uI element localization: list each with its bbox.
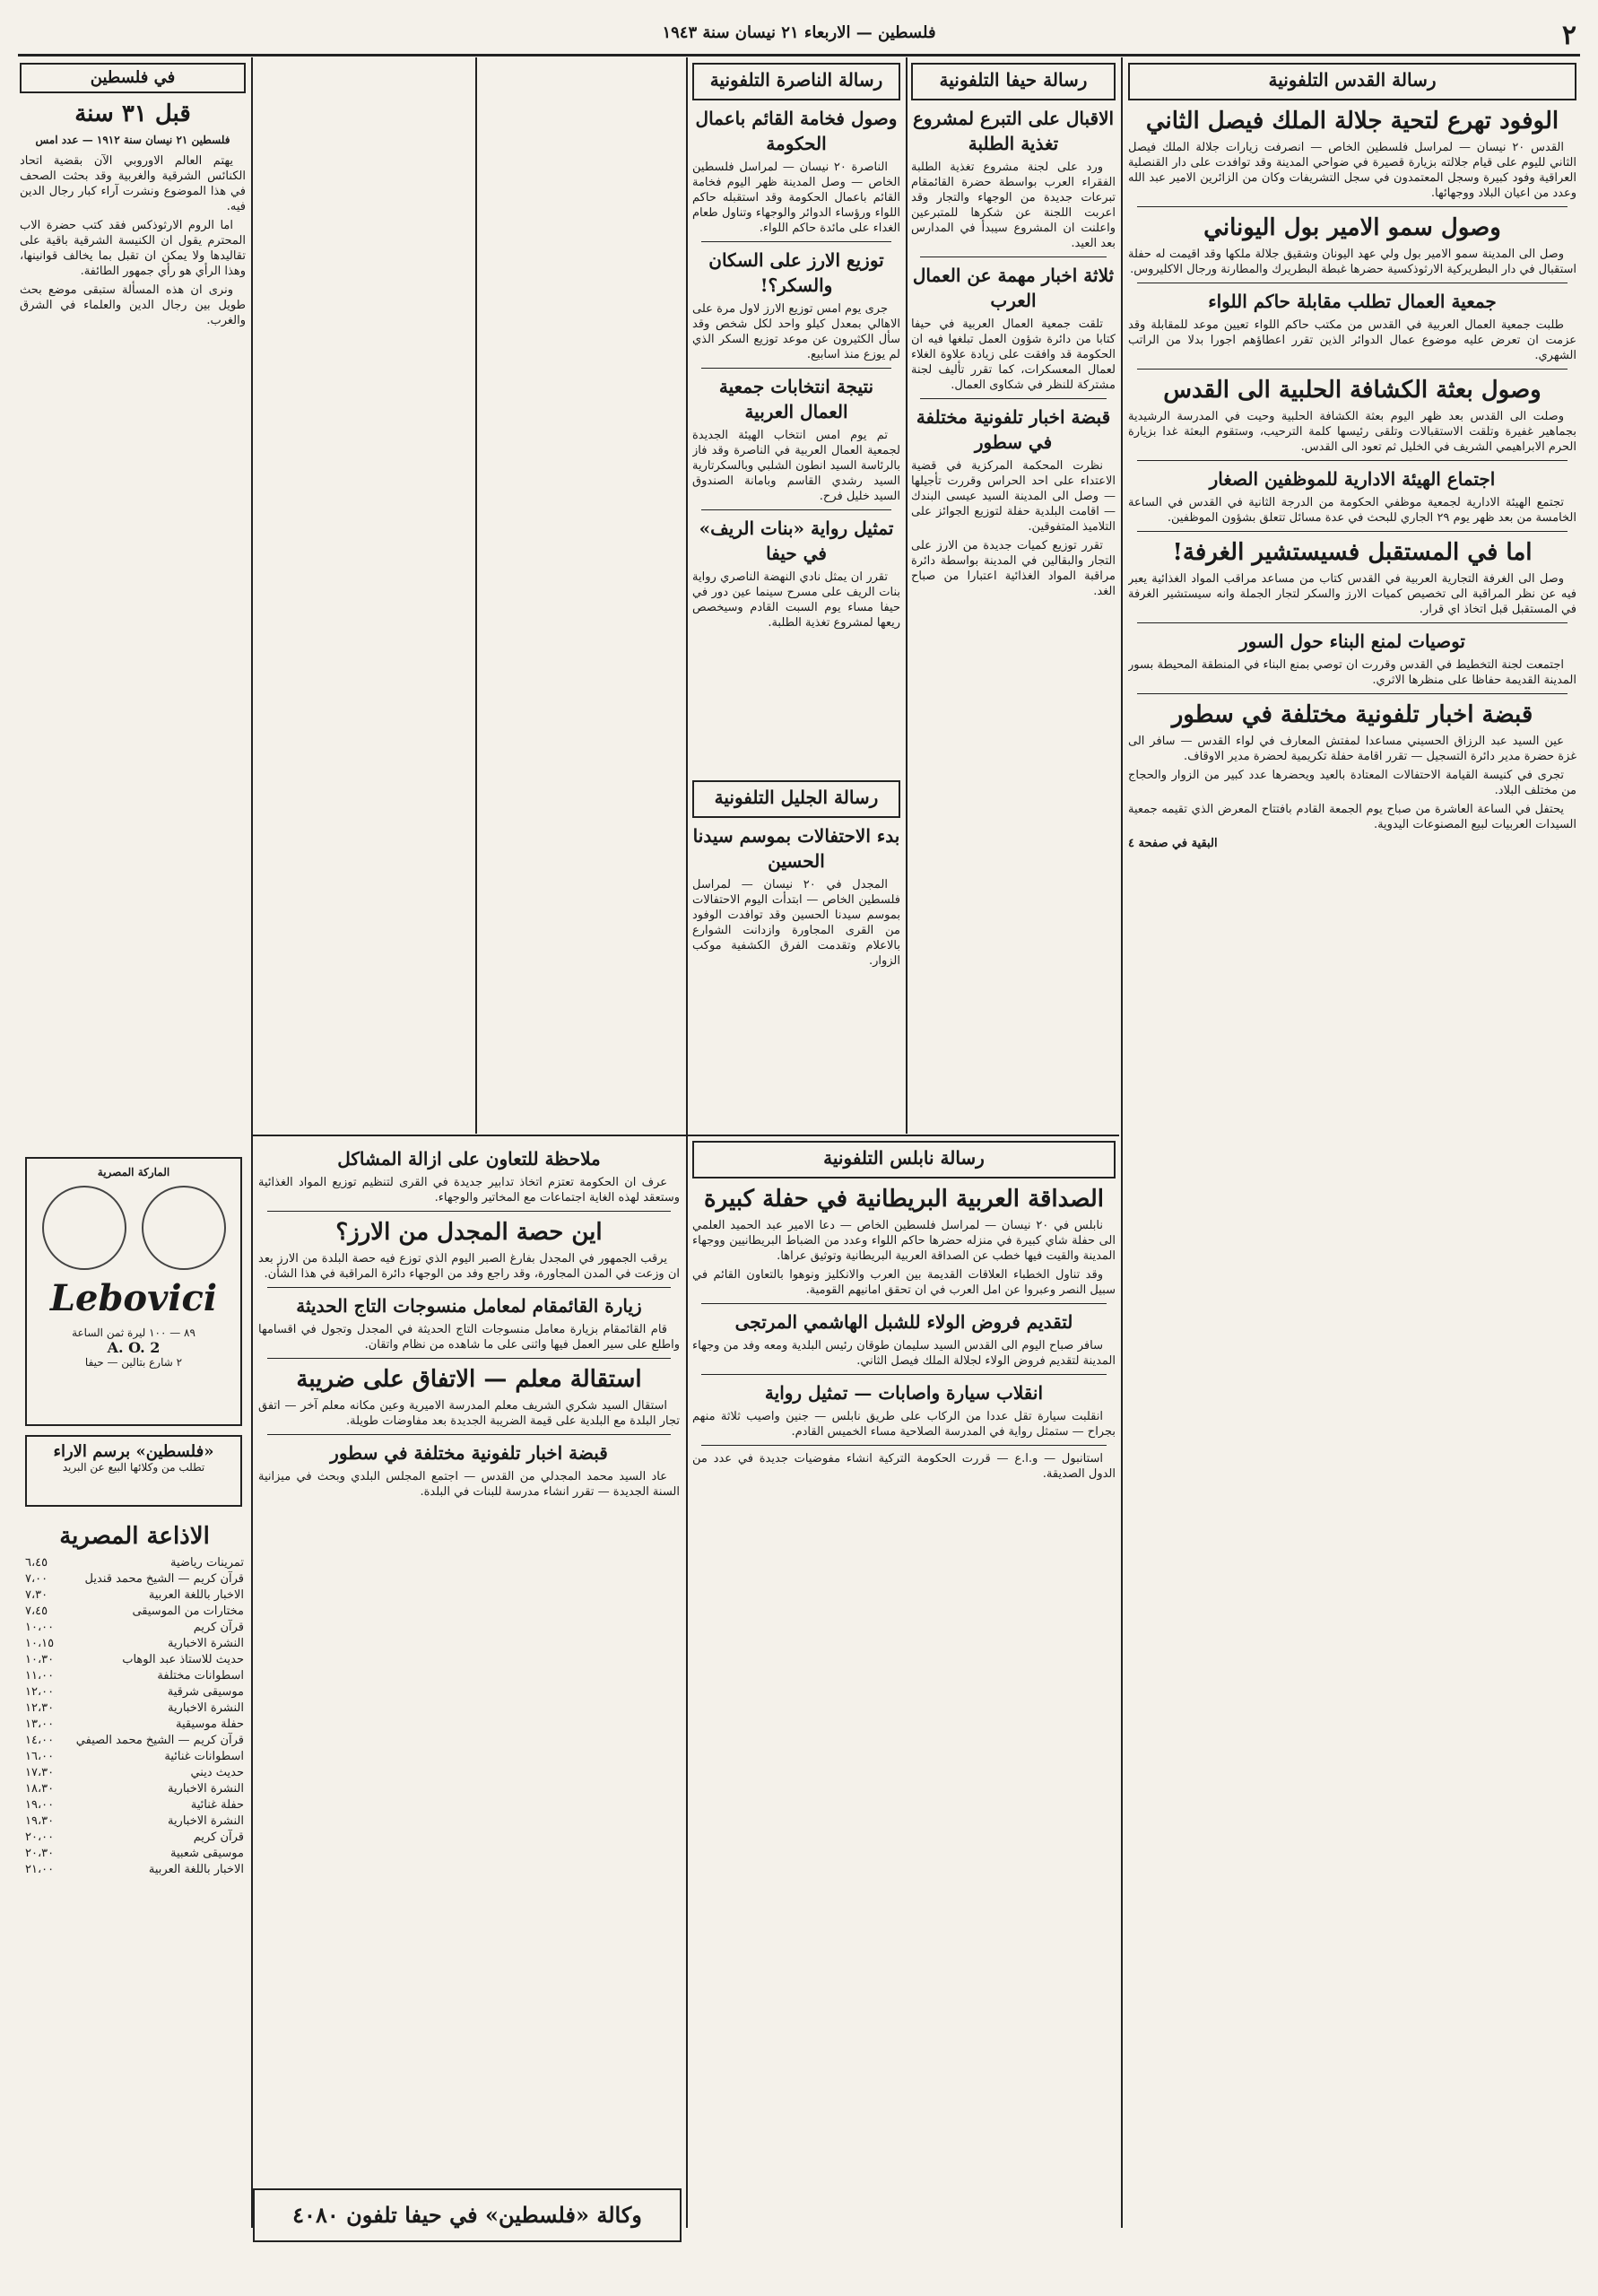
radio-program: موسيقى شعبية	[169, 1847, 244, 1860]
nablus-column: رسالة نابلس التلفونية الصداقة العربية البريطانية في حفلة كبيرة نابلس في ٢٠ نيسان — لمراسل فلسطين الخاص — دعا الامير عبد الحميد العلمي الى حفلة شاي كبيرة في منزله حضرها حاكم اللواء وعدد من الضباط البريطانيين ووجهاء المدينة والقيت فيها خطب عن الصداقة العربية البريطانية وتوثيق عراها. وقد تناول الخطباء العلاقات القديمة بين العرب والانكليز ونوهوا بالتعاون القائم في سبيل النصر وعبروا عن امل العرب في ان تحقق امانيهم القومية. لتقديم فروض الولاء للشبل الهاشمي المرتجى سافر صباح اليوم الى القدس السيد سليمان طوقان رئيس البلدية ومعه وفد من وجهاء المدينة لتقديم فروض الولاء لجلالة الملك فيصل الثاني. انقلاب سيارة واصابات — تمثيل رواية انقلبت سيارة تقل عددا من الركاب على طريق نابلس — جنين واصيب ثلاثة منهم بجراح — ستمثل رواية في المدرسة الصلاحية مساء الخميس القادم. استانبول — و.ا.ع — قررت الحكومة التركية انشاء مفوضيات جديدة في عدد من الدول الصديقة.	[692, 1141, 1116, 2181]
radio-program: النشرة الاخبارية	[167, 1701, 244, 1715]
medal-icon	[142, 1186, 226, 1270]
radio-row	[25, 1684, 244, 1700]
radio-time: ١١،٠٠	[25, 1669, 55, 1683]
subscription-notice: «فلسطين» برسم الاراء تطلب من وكلائها البيع عن البريد	[25, 1435, 242, 1507]
radio-time: ٧،٠٠	[25, 1572, 48, 1586]
radio-time: ٧،٣٠	[25, 1588, 48, 1602]
radio-time: ١٠،٠٠	[25, 1621, 55, 1634]
radio-row	[25, 1765, 244, 1781]
headline-elections: نتيجة انتخابات جمعية العمال العربية	[718, 376, 874, 422]
radio-time: ٦،٤٥	[25, 1556, 48, 1570]
headline-husayn-season: بدء الاحتفالات بموسم سيدنا الحسين	[692, 825, 900, 872]
radio-time: ٢٠،٣٠	[25, 1847, 55, 1860]
radio-program: اسطوانات غنائية	[164, 1750, 244, 1763]
history-source: فلسطين ٢١ نيسان سنة ١٩١٢ — عدد امس	[35, 134, 230, 146]
radio-time: ١٧،٣٠	[25, 1766, 55, 1779]
radio-time: ١٤،٠٠	[25, 1734, 55, 1747]
radio-time: ١٠،٣٠	[25, 1653, 55, 1666]
headline-chamber: اما في المستقبل فسيستشير الغرفة!	[1172, 539, 1533, 566]
headline-play: تمثيل رواية «بنات الريف» في حيفا	[699, 517, 894, 564]
radio-row	[25, 1717, 244, 1733]
radio-program: الاخبار باللغة العربية	[148, 1588, 244, 1602]
headline-briefs-jerusalem: قبضة اخبار تلفونية مختلفة في سطور	[1171, 701, 1533, 728]
page-number: ٢	[1561, 20, 1576, 51]
dateline: فلسطين — الاربعاء ٢١ نيسان سنة ١٩٤٣	[662, 23, 936, 42]
radio-program: مختارات من الموسيقى	[132, 1605, 244, 1618]
headline-car-accident: انقلاب سيارة واصابات — تمثيل رواية	[764, 1382, 1044, 1404]
radio-row	[25, 1571, 244, 1587]
radio-program: قرآن كريم — الشيخ محمد الصيفي	[75, 1734, 244, 1747]
galilee-column: رسالة الجليل التلفونية بدء الاحتفالات بموسم سيدنا الحسين المجدل في ٢٠ نيسان — لمراسل فلسطين الخاص — ابتدأت اليوم الاحتفالات بموسم سيدنا الحسين وقد توافدت الوفود من القرى المجاورة وازدانت الشوارع بالاعلام وتقدمت الفرق الكشفية موكب الزوار.	[692, 780, 900, 1130]
radio-row	[25, 1636, 244, 1652]
radio-program: النشرة الاخبارية	[167, 1814, 244, 1828]
headline-workers-request: جمعية العمال تطلب مقابلة حاكم اللواء	[1208, 291, 1497, 312]
radio-program: حديث ديني	[190, 1766, 244, 1779]
headline-allegiance: لتقديم فروض الولاء للشبل الهاشمي المرتجى	[734, 1311, 1073, 1333]
headline-arab-workers: ثلاثة اخبار مهمة عن العمال العرب	[912, 265, 1115, 311]
radio-row	[25, 1846, 244, 1862]
nazareth-column: رسالة الناصرة التلفونية وصول فخامة القائم باعمال الحكومة الناصرة ٢٠ نيسان — لمراسل فلسطين الخاص — وصل المدينة ظهر اليوم فخامة القائم باعمال الحكومة وقد استقبله حاكم اللواء ورؤساء الدوائر والوجهاء وتناول طعام الغداء على مائدة حاكم اللواء. توزيع الارز على السكان والسكر؟! جرى يوم امس توزيع الارز لاول مرة على الاهالي بمعدل كيلو واحد لكل شخص وقد سأل الكثيرون عن موعد توزيع السكر الذي لم يوزع منذ اسابيع. نتيجة انتخابات جمعية العمال العربية تم يوم امس انتخاب الهيئة الجديدة لجمعية العمال العربية في الناصرة وقد فاز بالرئاسة السيد انطون الشلبي وبالسكرتارية السيد رشدي القاسم وبامانة الصندوق السيد خليل فرح. تمثيل رواية «بنات الريف» في حيفا تقرر ان يمثل نادي النهضة الناصري رواية بنات الريف على مسرح سينما عين دور في حيفا مساء يوم السبت القادم وسيخصص ريعها لمشروع تغذية الطلبة.	[692, 63, 900, 771]
radio-row	[25, 1652, 244, 1668]
headline-friendship: الصداقة العربية البريطانية في حفلة كبيرة	[704, 1186, 1104, 1213]
radio-program: حفلة موسيقية	[176, 1718, 244, 1731]
radio-program: حفلة غنائية	[190, 1798, 244, 1812]
radio-row	[25, 1733, 244, 1749]
radio-row	[25, 1813, 244, 1830]
radio-time: ٧،٤٥	[25, 1605, 48, 1618]
headline-briefs-majdal: قبضة اخبار تلفونية مختلفة في سطور	[330, 1442, 608, 1464]
radio-time: ١٩،٣٠	[25, 1814, 55, 1828]
radio-row	[25, 1797, 244, 1813]
headline-briefs-haifa: قبضة اخبار تلفونية مختلفة في سطور	[916, 406, 1111, 453]
radio-row	[25, 1781, 244, 1797]
radio-row	[25, 1620, 244, 1636]
jerusalem-banner: رسالة القدس التلفونية	[1128, 63, 1576, 100]
brand-logo: Lebovici	[49, 1277, 218, 1319]
headline-scouts: وصول بعثة الكشافة الحلبية الى القدس	[1163, 377, 1542, 404]
radio-time: ١٨،٣٠	[25, 1782, 55, 1796]
radio-program: اسطوانات مختلفة	[157, 1669, 244, 1683]
history-tag: في فلسطين	[20, 63, 246, 93]
headline-resignation: استقالة معلم — الاتفاق على ضريبة	[296, 1366, 642, 1393]
headline-majdal-rice: اين حصة المجدل من الارز؟	[335, 1219, 603, 1246]
radio-program: قرآن كريم	[193, 1621, 244, 1634]
headline-textile-visit: زيارة القائمقام لمعامل منسوجات التاج الحديثة	[296, 1295, 642, 1317]
haifa-banner: رسالة حيفا التلفونية	[911, 63, 1116, 100]
majdal-column: ملاحظة للتعاون على ازالة المشاكل عرف ان الحكومة تعتزم اتخاذ تدابير جديدة في القرى لتنظيم توزيع المواد الغذائية وستعقد لهذه الغاية اجتماعات مع المخاتير والوجهاء. اين حصة المجدل من الارز؟ يرقب الجمهور في المجدل بفارغ الصبر اليوم الذي توزع فيه حصة البلدة من الارز بعد ان وزعت في المدن المجاورة، وقد راجع وفد من الوجهاء دائرة المراقبة في هذا الشأن. زيارة القائمقام لمعامل منسوجات التاج الحديثة قام القائمقام بزيارة معامل منسوجات التاج الحديثة في المجدل وتجول في اقسامها واطلع على سير العمل فيها واثنى على ما شاهده من نظام واتقان. استقالة معلم — الاتفاق على ضريبة استقال السيد شكري الشريف معلم المدرسة الاميرية وعين مكانه معلم آخر — اتفق تجار البلدة مع البلدية على قيمة الضريبة الجديدة بعد مفاوضات طويلة. قبضة اخبار تلفونية مختلفة في سطور عاد السيد محمد المجدلي من القدس — اجتمع المجلس البلدي وبحث في ميزانية السنة الجديدة — تقرر انشاء مدرسة للبنات في البلدة.	[258, 1148, 680, 1499]
nablus-banner: رسالة نابلس التلفونية	[692, 1141, 1116, 1178]
radio-time: ٢١،٠٠	[25, 1863, 55, 1876]
continued-note: البقية في صفحة ٤	[1128, 837, 1218, 850]
radio-program: موسيقى شرقية	[167, 1685, 244, 1699]
history-column: في فلسطين قبل ٣١ سنة فلسطين ٢١ نيسان سنة ١٩١٢ — عدد امس يهتم العالم الاوروبي الآن بقضية اتحاد الكنائس الشرقية والغربية وقد بحثت الصحف في هذا الموضوع ونشرت آراء كبار رجال الدين فيه. اما الروم الارثوذكس فقد كتب حضرة الاب المحترم يقول ان الكنيسة الشرقية باقية على تقاليدها ولا يمكن ان تقبل بما يخالف قوانينها، وهذا الرأي هو رأي جمهور الطائفة. ونرى ان هذه المسألة ستبقى موضع بحث طويل بين رجال الدين والعلماء في الشرق والغرب.	[20, 63, 246, 1139]
radio-row	[25, 1830, 244, 1846]
radio-time: ٢٠،٠٠	[25, 1831, 55, 1844]
haifa-column: رسالة حيفا التلفونية الاقبال على التبرع لمشروع تغذية الطلبة ورد على لجنة مشروع تغذية الطلبة الفقراء العرب بواسطة حضرة القائمقام تبرعات جديدة من الوجهاء والتجار وقد اعربت اللجنة عن شكرها للمتبرعين واعلنت ان المشروع سيبدأ في المدارس بعد العيد. ثلاثة اخبار مهمة عن العمال العرب تلقت جمعية العمال العربية في حيفا كتابا من دائرة شؤون العمل تبلغها فيه ان الحكومة قد وافقت على زيادة علاوة الغلاء لعمال المعسكرات، كما تقرر تأليف لجنة مشتركة للنظر في شكاوى العمال. قبضة اخبار تلفونية مختلفة في سطور نظرت المحكمة المركزية في قضية الاعتداء على احد الحراس وقررت تأجيلها — وصل الى المدينة السيد عيسى البندك — اقامت البلدية حفلة لتوزيع الجوائز على التلاميذ المتفوقين. تقرر توزيع كميات جديدة من الارز على التجار والبقالين في المدينة بواسطة دائرة مراقبة المواد الغذائية اعتبارا من صباح الغد.	[911, 63, 1116, 1130]
radio-rows	[25, 1555, 244, 1878]
radio-row	[25, 1555, 244, 1571]
radio-program: تمرينات رياضية	[170, 1556, 244, 1570]
headline-king-visit: الوفود تهرع لتحية جلالة الملك فيصل الثاني	[1145, 108, 1559, 135]
watch-advertisement: الماركة المصرية Lebovici ٨٩ — ١٠٠ ليرة ثمن الساعة A. O. 2 ٢ شارع بتالين — حيفا	[25, 1157, 242, 1426]
headline-employees: اجتماع الهيئة الادارية للموظفين الصغار	[1209, 468, 1496, 490]
radio-title: الاذاعة المصرية	[59, 1523, 210, 1550]
radio-row	[25, 1862, 244, 1878]
radio-program: قرآن كريم — الشيخ محمد قنديل	[84, 1572, 244, 1586]
radio-program: حديث للاستاذ عبد الوهاب	[122, 1653, 244, 1666]
radio-row	[25, 1587, 244, 1604]
radio-program: قرآن كريم	[193, 1831, 244, 1844]
radio-program: النشرة الاخبارية	[167, 1637, 244, 1650]
radio-time: ١٣،٠٠	[25, 1718, 55, 1731]
radio-time: ١٦،٠٠	[25, 1750, 55, 1763]
radio-time: ١٢،٠٠	[25, 1685, 55, 1699]
galilee-banner: رسالة الجليل التلفونية	[692, 780, 900, 818]
medal-icon	[42, 1186, 126, 1270]
bottom-banner: وكالة «فلسطين» في حيفا تلفون ٤٠٨٠	[253, 2188, 682, 2242]
radio-time: ١٢،٣٠	[25, 1701, 55, 1715]
radio-program: الاخبار باللغة العربية	[148, 1863, 244, 1876]
radio-row	[25, 1749, 244, 1765]
radio-time: ١٩،٠٠	[25, 1798, 55, 1812]
radio-program: النشرة الاخبارية	[167, 1782, 244, 1796]
headline-prince-paul: وصول سمو الامير بول اليوناني	[1203, 214, 1501, 241]
radio-row	[25, 1668, 244, 1684]
headline-high-commissioner: وصول فخامة القائم باعمال الحكومة	[695, 108, 898, 154]
headline-wall: توصيات لمنع البناء حول السور	[1239, 631, 1465, 652]
radio-row	[25, 1604, 244, 1620]
radio-time: ١٠،١٥	[25, 1637, 55, 1650]
radio-schedule	[25, 1516, 244, 2179]
history-title: قبل ٣١ سنة	[74, 100, 191, 127]
jerusalem-column: رسالة القدس التلفونية الوفود تهرع لتحية جلالة الملك فيصل الثاني القدس ٢٠ نيسان — لمراسل فلسطين الخاص — انصرفت زيارات جلالة الملك فيصل الثاني لليوم على قيام جلالته بزيارة قصيرة في ضواحي المدينة وقد توافدت على دار القنصلية العراقية وفود كبيرة وسجل المعتمدون في سجل التشريفات وكان من الزائرين الامير عبد الله وعدد من اعيان البلاد ووجهائها. وصول سمو الامير بول اليوناني وصل الى المدينة سمو الامير بول ولي عهد اليونان وشقيق جلالة ملكها وقد اقيمت له حفلة استقبال في دار البطريركية الارثوذكسية حضرها غبطة البطريرك والمطارنة ورجال الاكليروس. جمعية العمال تطلب مقابلة حاكم اللواء طلبت جمعية العمال العربية في القدس من مكتب حاكم اللواء تعيين موعد للمقابلة وقد عزمت ان تعرض عليه موضوع عمال الدوائر الذين تقرر اعطاؤهم اجورا بدلا من الراتب الشهري. وصول بعثة الكشافة الحلبية الى القدس وصلت الى القدس بعد ظهر اليوم بعثة الكشافة الحلبية وحيت في المدرسة الرشيدية بجماهير غفيرة وتلقت الاستقبالات وتلقى رئيسها كلمة الترحيب، وستقوم البعثة غدا بزيارة الحرم الابراهيمي الشريف في الخليل ثم تعود الى القدس. اجتماع الهيئة الادارية للموظفين الصغار تجتمع الهيئة الادارية لجمعية موظفي الحكومة من الدرجة الثانية في القدس في الساعة الخامسة من بعد ظهر يوم ٢٩ الجاري للبحث في عدة مسائل تتعلق بشؤون الموظفين. اما في المستقبل فسيستشير الغرفة! وصل الى الغرفة التجارية العربية في القدس كتاب من مساعد مراقب المواد الغذائية يعبر فيه عن نظر المراقبة الى تخصيص كميات الارز والسكر لتجار الجملة وانه سيستشير الغرفة في المستقبل قبل اتخاذ اي قرار. توصيات لمنع البناء حول السور اجتمعت لجنة التخطيط في القدس وقررت ان توصي بمنع البناء في المنطقة المحيطة بسور المدينة القديمة حفاظا على منظرها الاثري. قبضة اخبار تلفونية مختلفة في سطور عين السيد عبد الرزاق الحسيني مساعدا لمفتش المعارف في لواء القدس — سافر الى غزة حضرة مدير دائرة التسجيل — تقرر اقامة حفلة تكريمية لحضرة مدير الاوقاف. تجرى في كنيسة القيامة الاحتفالات المعتادة بالعيد ويحضرها عدد كبير من الزوار والحجاج من مختلف البلاد. يحتفل في الساعة العاشرة من صباح يوم الجمعة القادم بافتتاح المعرض الذي تقيمه جمعية السيدات العربيات لبيع المصنوعات اليدوية. البقية في صفحة ٤	[1128, 63, 1576, 2224]
headline-student-feeding: الاقبال على التبرع لمشروع تغذية الطلبة	[912, 108, 1115, 154]
nazareth-banner: رسالة الناصرة التلفونية	[692, 63, 900, 100]
radio-row	[25, 1700, 244, 1717]
notice-strip: ملاحظة للتعاون على ازالة المشاكل	[337, 1148, 601, 1170]
headline-rice-sugar: توزيع الارز على السكان والسكر؟!	[708, 249, 884, 296]
